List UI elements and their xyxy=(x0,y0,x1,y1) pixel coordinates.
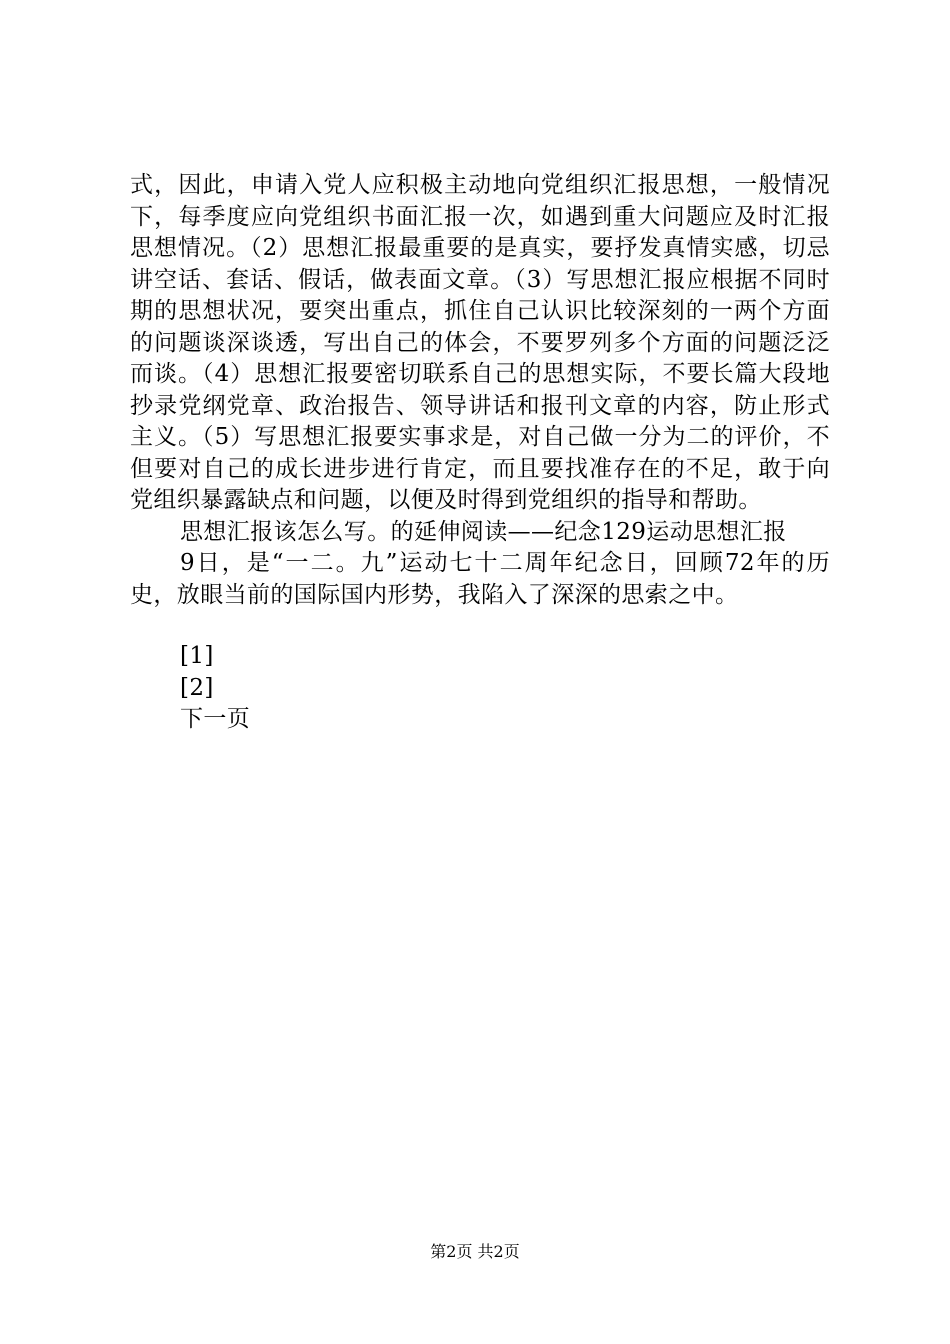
paragraph-extended-reading-title: 思想汇报该怎么写。的延伸阅读——纪念129运动思想汇报 xyxy=(180,518,787,545)
next-page-link[interactable]: 下一页 xyxy=(180,706,251,732)
paragraph-guidelines: 式，因此，申请入党人应积极主动地向党组织汇报思想，一般情况下，每季度应向党组织书面汇报一次，如遇到重大问题应及时汇报思想情况。（2）思想汇报最重要的是真实，要抒发真情实感，切忌讲空话、套话、假话，做表面文章。（3）写思想汇报应根据不同时期的思想状况，要突出重点，抓住自己认识比较深刻的一两个方面的问题谈深谈透，写出自己的体会，不要罗列多个方面的问题泛泛而谈。（4）思想汇报要密切联系自己的思想实际，不要长篇大段地抄录党纲党章、政治报告、领导讲话和报刊文章的内容，防止形式主义。（5）写思想汇报要实事求是，对自己做一分为二的评价，不但要对自己的成长进步进行肯定，而且要找准存在的不足，敢于向党组织暴露缺点和问题，以便及时得到党组织的指导和帮助。 xyxy=(130,172,830,513)
document-body xyxy=(130,170,830,736)
pagination-links xyxy=(130,641,830,736)
page-link-1[interactable]: [1] xyxy=(180,643,214,669)
page-link-2[interactable]: [2] xyxy=(180,674,214,701)
paragraph-anniversary: 9日，是“一二。九”运动七十二周年纪念日，回顾72年的历史，放眼当前的国际国内形势，我陷入了深深的思索之中。 xyxy=(130,550,830,608)
page-footer: 第2页 共2页 xyxy=(430,1242,520,1261)
